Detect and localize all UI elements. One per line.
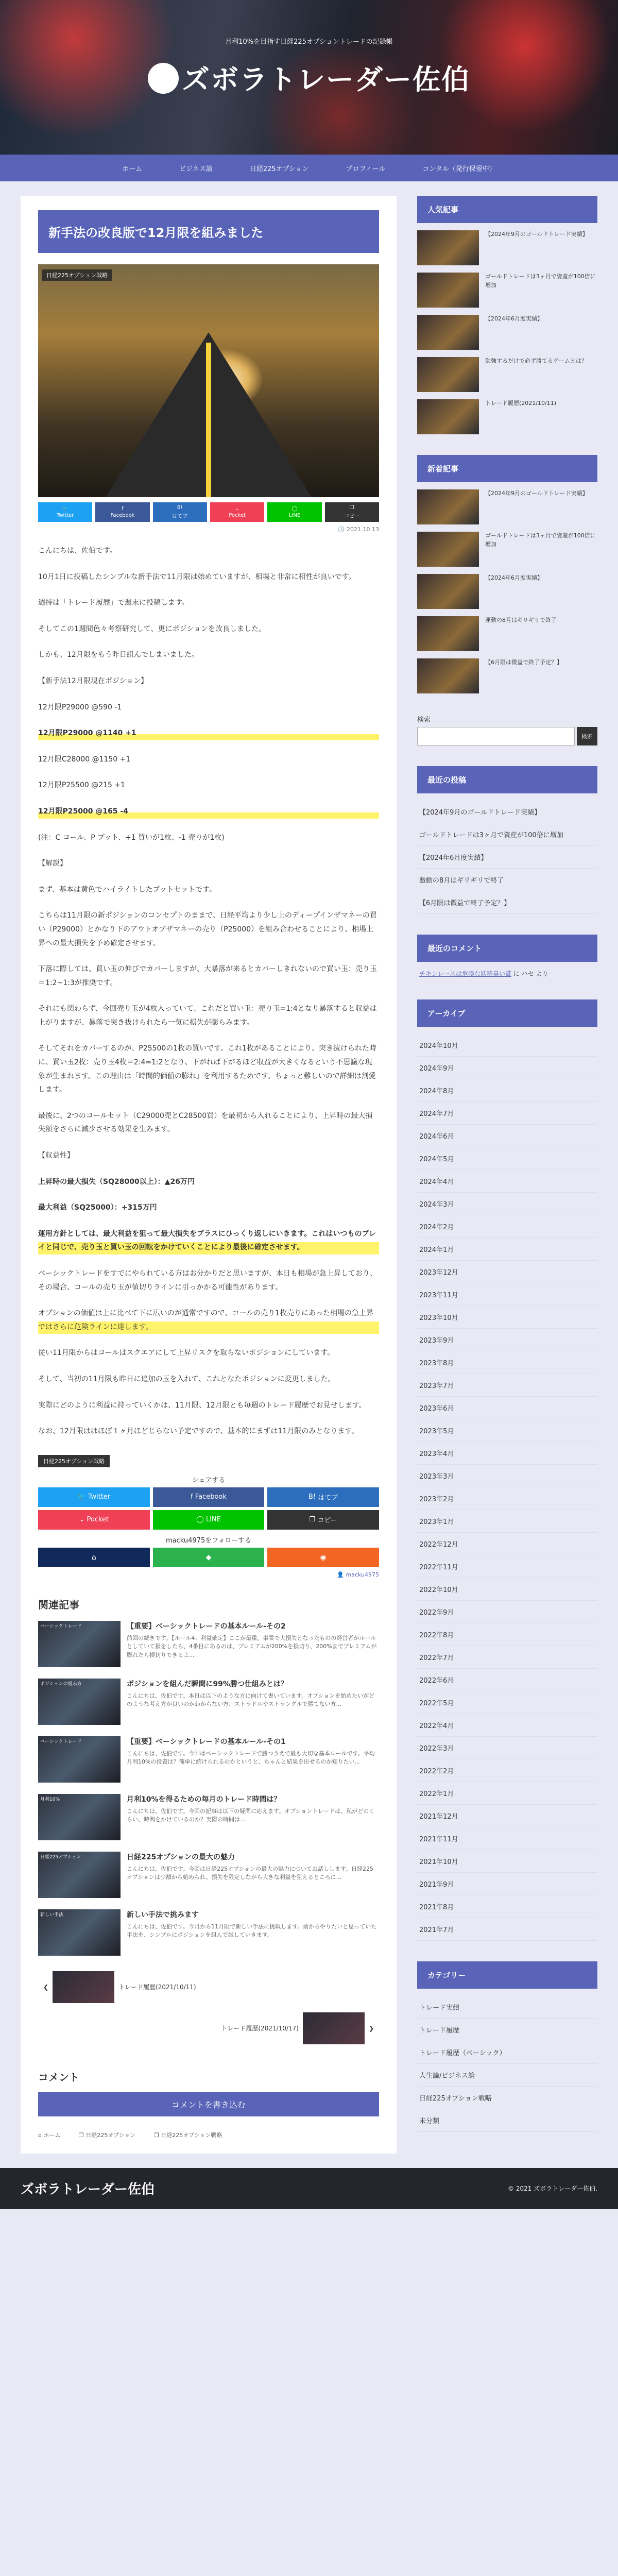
share-label: シェアする	[192, 1476, 226, 1484]
next-post-link[interactable]: トレード履歴(2021/10/17) ❯	[221, 2012, 374, 2044]
related-title-text[interactable]: 新しい手法で挑みます	[127, 1910, 199, 1919]
comments-widget	[417, 935, 597, 979]
popular-title: 【2024年6月度実績】	[485, 315, 543, 322]
body-paragraph: オプションの価値は上に比べて下に広いのが通常ですので、コールの売り1枚売りにあった相場の急上昇ではさらに危険ラインに達します。	[38, 1307, 379, 1334]
popular-thumbnail	[417, 315, 479, 350]
archive-link[interactable]: 2022年8月	[417, 1623, 597, 1646]
archive-link[interactable]: 2023年8月	[417, 1351, 597, 1374]
body-paragraph: 下落に際しては、買い玉の伸びでカバーしますが、大暴落が来るとカバーしきれないので買い玉：売り玉＝1:2~1:3が推奨です。	[38, 965, 377, 987]
new-item[interactable]	[417, 658, 597, 693]
archive-link[interactable]: 2021年9月	[417, 1873, 597, 1895]
copy-icon: ❐	[349, 505, 354, 511]
rss-icon: ◉	[320, 1553, 327, 1562]
related-title-text[interactable]: 日経225オプションの最大の魅力	[127, 1853, 235, 1861]
related-title-text[interactable]: 月利10%を得るための毎月のトレード時間は？	[127, 1795, 281, 1804]
archive-link[interactable]: 2022年10月	[417, 1578, 597, 1601]
archive-link[interactable]: 2022年6月	[417, 1669, 597, 1691]
body-paragraph: 【新手法12月限現在ポジション】	[38, 676, 148, 685]
recent-link[interactable]: 激動の8月はギリギリで終了	[417, 869, 597, 891]
related-text	[127, 1621, 379, 1667]
popular-thumbnail	[417, 273, 479, 308]
related-text	[127, 1736, 379, 1783]
hatena-share-button[interactable]: B! はてブ	[153, 502, 207, 522]
archive-link[interactable]: 2023年10月	[417, 1306, 597, 1329]
body-paragraph: 運用方針としては、最大利益を狙って最大損失をプラスにひっくり返しにいきます。これはいつものプレイと同じで、売り玉と買い玉の回転をかけていくことにより最後に確定させます。	[38, 1227, 379, 1255]
recent-link[interactable]: 【2024年6月度実績】	[417, 846, 597, 869]
category-label[interactable]: 日経225オプション戦略	[42, 269, 112, 281]
recent-widget	[417, 766, 597, 914]
pocket-share-button[interactable]: ⌄ Pocket	[210, 502, 264, 522]
nav-contact[interactable]: コンタル（発行保留中）	[422, 165, 496, 173]
new-title: 【2024年9月のゴールドトレード実績】	[485, 490, 588, 497]
comment-button[interactable]: コメントを書き込む	[38, 2092, 379, 2116]
related-item[interactable]	[38, 1679, 379, 1725]
recent-link[interactable]: 【2024年9月のゴールドトレード実績】	[417, 801, 597, 823]
bull-logo-icon	[148, 63, 179, 94]
archive-link[interactable]: 2022年11月	[417, 1555, 597, 1578]
archive-link[interactable]: 2021年10月	[417, 1850, 597, 1873]
line-share-button[interactable]: ◯ LINE	[267, 502, 321, 522]
archive-link[interactable]: 2021年11月	[417, 1827, 597, 1850]
popular-item[interactable]	[417, 273, 597, 308]
sidebar	[417, 196, 597, 2154]
related-title-text[interactable]: 【重要】ベーシックトレードの基本ルール-その2	[127, 1622, 286, 1631]
new-title: 【2024年6月度実績】	[485, 574, 543, 581]
related-thumbnail	[38, 1852, 121, 1898]
nav-option[interactable]: 日経225オプション	[249, 165, 309, 173]
body-paragraph: 12月限P25000 @165 -4	[38, 805, 379, 819]
archive-link[interactable]: 2024年2月	[417, 1215, 597, 1238]
related-thumbnail	[38, 1909, 121, 1956]
breadcrumb	[38, 2131, 379, 2139]
pocket-icon: ⌄	[235, 506, 239, 512]
popular-title: ゴールドトレードは3ヶ月で資産が100倍に増加	[485, 273, 596, 289]
post-pager	[38, 1971, 379, 2059]
related-list	[38, 1621, 379, 1956]
body-paragraph: そしてそれをカバーするのが、P25500の1枚の買いです。これ1枚があることにより、突き抜けられた時に、買い玉2枚：売り玉4枚＝2:4=1:2となり、下がれば下がるほど収益が大きくなるという不思議な現象が生まれます。この理由は「時間的価値の膨れ」を利用するためです。ちょっと難しいので詳細は割愛します。	[38, 1044, 376, 1094]
share-buttons-top	[38, 502, 379, 522]
search-input[interactable]	[417, 727, 575, 745]
body-paragraph: 12月限P25500 @215 +1	[38, 781, 126, 790]
new-title: ゴールドトレードは3ヶ月で資産が100倍に増加	[485, 532, 596, 548]
twitter-share-button[interactable]: 🐦 Twitter	[38, 502, 92, 522]
related-text	[127, 1909, 379, 1956]
new-title: 運動の8月はギリギリで終了	[485, 617, 557, 623]
new-item[interactable]	[417, 489, 597, 524]
archive-link[interactable]: 2023年9月	[417, 1329, 597, 1351]
related-excerpt: こんにちは、佐伯です。今回の記事は以下の疑問に応えます。オプショントレードは、私がどのくらい、時間をかけているのか？実際の時間は...	[127, 1807, 375, 1823]
hatena-icon: B!	[177, 505, 183, 511]
body-paragraph: 【解説】	[38, 859, 67, 868]
archive-widget	[417, 999, 597, 1941]
body-paragraph: 12月限P29000 @590 -1	[38, 703, 122, 711]
new-item[interactable]	[417, 532, 597, 567]
follow-label: macku4975をフォローする	[166, 1536, 251, 1545]
widget-title-archive: アーカイブ	[417, 999, 597, 1027]
home-follow-button[interactable]	[38, 1548, 150, 1567]
related-thumbnail	[38, 1679, 121, 1725]
related-tag: 月利10%	[40, 1797, 60, 1802]
breadcrumb-home[interactable]: ⌂ ホーム	[38, 2131, 61, 2139]
archive-link[interactable]: 2023年4月	[417, 1442, 597, 1465]
feedly-icon: ◆	[205, 1553, 212, 1562]
footer-logo[interactable]: ズボラトレーダー佐伯	[21, 2182, 155, 2198]
new-thumbnail	[417, 489, 479, 524]
facebook-share-button[interactable]: f Facebook	[153, 1487, 265, 1507]
copy-share-button[interactable]: ❐ コピー	[325, 502, 379, 522]
body-paragraph: 【収益性】	[38, 1151, 74, 1160]
body-paragraph: 最大利益（SQ25000）：+315万円	[38, 1204, 157, 1212]
popular-thumbnail	[417, 357, 479, 392]
related-item[interactable]	[38, 1852, 379, 1898]
global-nav	[0, 155, 618, 181]
prev-post-link[interactable]: ❮ トレード履歴(2021/10/11)	[43, 1971, 196, 2003]
related-thumbnail	[38, 1794, 121, 1840]
site-footer	[0, 2168, 618, 2209]
body-paragraph: 12月限C28000 @1150 +1	[38, 755, 131, 764]
share-buttons-bottom	[38, 1487, 379, 1530]
hatena-share-button[interactable]: B! はてブ	[267, 1487, 379, 1507]
archive-link[interactable]: 2024年8月	[417, 1079, 597, 1102]
related-excerpt: こんにちは、佐伯です。今回はベーシックトレードで勝つうえで最も大切な基本ルールです。平均月利10%の投資は？簡単に続けられるのかというと、ちゃんと結果を出せるのか知りたい...	[127, 1750, 375, 1766]
breadcrumb-subcategory[interactable]: ❐ 日経225オプション戦略	[153, 2131, 222, 2139]
widget-title-popular: 人気記事	[417, 196, 597, 223]
archive-link[interactable]: 2022年2月	[417, 1759, 597, 1782]
author-link[interactable]: 👤 macku4975	[337, 1571, 379, 1578]
related-tag: ベーシックトレード	[40, 1739, 82, 1744]
categories-link[interactable]: 日経225オプション戦略	[417, 2087, 597, 2109]
new-item[interactable]	[417, 574, 597, 609]
post-body	[38, 544, 379, 1438]
body-paragraph: ベーシックトレードをすでにやられている方はお分かりだと思いますが、本日も相場が急上昇しており、その場合、コールの売り玉が値切りラインに引っかかる可能性があります。	[38, 1269, 377, 1292]
popular-thumbnail	[417, 399, 479, 434]
recent-link[interactable]: ゴールドトレードは3ヶ月で資産が100倍に増加	[417, 823, 597, 846]
related-item[interactable]	[38, 1909, 379, 1956]
related-tag: ポジションの組み方	[40, 1681, 82, 1687]
related-tag: 日経225オプション	[40, 1854, 81, 1860]
archive-link[interactable]: 2021年7月	[417, 1918, 597, 1941]
archive-link[interactable]: 2023年7月	[417, 1374, 597, 1397]
body-paragraph: そして、当初の11月限も昨日に追加の玉を入れて、これとなたポジションに変更しました。	[38, 1375, 335, 1383]
body-paragraph: しかも、12月限をもう昨日組んでしまいました。	[38, 651, 199, 659]
body-paragraph: 実際にどのように利益に持っていくかは、11月限、12月限とも毎週のトレード履歴でお見せします。	[38, 1401, 366, 1410]
popular-item[interactable]	[417, 357, 597, 392]
related-excerpt: こんにちは、佐伯です。今月から11月限で新しい手法に挑戦します。前からやりたいと思っていた手法を、シンプルにポジションを組んで試していきます。	[127, 1923, 377, 1939]
body-paragraph: それにも関わらず、今回売り玉が4枚入っていて、これだと買い玉：売り玉=1:4となり暴落すると収益は上がりますが、暴落で突き抜けられたら一気に損失が膨らみます。	[38, 1005, 377, 1027]
body-paragraph: 従い11月限からはコールはスクエアにして上昇リスクを取らないポジションにしています。	[38, 1349, 335, 1358]
widget-title-recent: 最近の投稿	[417, 766, 597, 793]
widget-title-comments: 最近のコメント	[417, 935, 597, 962]
search-button[interactable]: 検索	[577, 727, 597, 745]
related-excerpt: 前回の続きです。【ルール4：利益確定】ここが最重。事業で大損失となったものの経営者がルールとしていて損をしたら、4番目にあるのは、プレミアムが200%を損切り、200%までプレミアムが膨れたら損切りできるよ...	[127, 1634, 377, 1658]
archive-link[interactable]: 2022年3月	[417, 1737, 597, 1759]
related-thumbnail	[38, 1621, 121, 1667]
body-paragraph: こんにちは、佐伯です。	[38, 547, 117, 555]
archive-link[interactable]: 2023年12月	[417, 1261, 597, 1283]
site-logo[interactable]: ズボラトレーダー佐伯	[0, 58, 618, 97]
archive-link[interactable]: 2023年2月	[417, 1487, 597, 1510]
categories-link[interactable]: トレード履歴（ベーシック）	[417, 2041, 597, 2064]
body-paragraph: まず、基本は黄色でハイライトしたプットセットです。	[38, 885, 216, 894]
comment-title: コメント	[38, 2071, 79, 2083]
popular-title: 勉強するだけで必ず勝てるゲームとは？	[485, 358, 587, 364]
related-item[interactable]	[38, 1794, 379, 1840]
copyright: © 2021 ズボラトレーダー佐伯.	[508, 2185, 597, 2193]
line-icon: ◯	[291, 506, 298, 512]
archive-link[interactable]: 2023年5月	[417, 1419, 597, 1442]
header-catchphrase: 月利10%を目指す日経225オプショントレードの記録帳	[225, 38, 393, 46]
popular-item[interactable]	[417, 230, 597, 265]
related-thumbnail	[38, 1736, 121, 1783]
feedly-follow-button[interactable]	[153, 1548, 265, 1567]
new-thumbnail	[417, 616, 479, 651]
archive-link[interactable]: 2022年12月	[417, 1533, 597, 1555]
archive-link[interactable]: 2022年5月	[417, 1691, 597, 1714]
body-paragraph: こちらは11月限の新ポジションのコンセプトのままで、日経平均より少し上のディープインザマネーの買い（P29000）とかなり下のアウトオブザマネーの売り（P25000）を組み合わせることにより、相場上昇への最大損失を予め確定させます。	[38, 911, 377, 947]
line-share-button[interactable]: ◯ LINE	[153, 1510, 265, 1530]
entry-title: 新手法の改良版で12月限を組みました	[38, 210, 379, 253]
archive-link[interactable]: 2024年3月	[417, 1193, 597, 1215]
archive-link[interactable]: 2024年5月	[417, 1147, 597, 1170]
related-excerpt: こんにちは、佐伯です。今回は日経225オプションの最大の魅力についてお話しします。日経225オプションは少額から始められ、損失を限定しながら大きな利益を狙えるところに...	[127, 1865, 374, 1881]
archive-link[interactable]: 2022年9月	[417, 1601, 597, 1623]
popular-item[interactable]	[417, 399, 597, 434]
popular-thumbnail	[417, 230, 479, 265]
twitter-share-button[interactable]: 🐦 Twitter	[38, 1487, 150, 1507]
archive-link[interactable]: 2022年1月	[417, 1782, 597, 1805]
popular-title: 【2024年9月のゴールドトレード実績】	[485, 231, 588, 238]
nav-home[interactable]: ホーム	[122, 165, 143, 173]
related-item[interactable]	[38, 1736, 379, 1783]
archive-link[interactable]: 2021年12月	[417, 1805, 597, 1827]
follow-buttons	[38, 1548, 379, 1567]
related-excerpt: こんにちは、佐伯です。本日は以下のような方に向けて書いています。オプションを始めたいがどのような考え方が良いのかわからない方、ストラドルやストラングルで勝てない方...	[127, 1692, 375, 1708]
chevron-right-icon: ❯	[368, 2024, 374, 2032]
copy-share-button[interactable]: ❐ コピー	[267, 1510, 379, 1530]
categories-link[interactable]: トレード履歴	[417, 2019, 597, 2041]
nav-profile[interactable]: プロフィール	[346, 165, 386, 173]
new-thumbnail	[417, 532, 479, 567]
archive-link[interactable]: 2024年9月	[417, 1057, 597, 1079]
main-content	[21, 196, 397, 2154]
popular-widget	[417, 196, 597, 434]
recent-comment: チキンレースは危険な妖精臭い賞 に ハセ より	[419, 970, 548, 977]
popular-title: トレード履歴(2021/10/11)	[485, 400, 556, 406]
archive-link[interactable]: 2024年10月	[417, 1034, 597, 1057]
categories-link[interactable]: 人生論/ビジネス論	[417, 2064, 597, 2087]
comment-post-link[interactable]: チキンレースは危険な妖精臭い賞	[419, 970, 511, 977]
archive-link[interactable]: 2023年3月	[417, 1465, 597, 1487]
body-paragraph: 12月限P29000 @1140 +1	[38, 726, 379, 740]
related-text	[127, 1794, 379, 1840]
body-paragraph: 上昇時の最大損失（SQ28000以上）：▲26万円	[38, 1177, 195, 1186]
body-paragraph: なお、12月限ははほぼ１ヶ月ほどじらない予定ですので、基本的にまずは11月限のみとなります。	[38, 1427, 359, 1436]
categories-link[interactable]: 未分類	[417, 2109, 597, 2132]
search-widget	[417, 714, 597, 745]
categories-link[interactable]: トレード実績	[417, 1996, 597, 2019]
new-item[interactable]	[417, 616, 597, 651]
body-paragraph: 10月1日に投稿したシンプルな新手法で11月限は始めていますが、相場と非常に相性が良いです。	[38, 572, 356, 581]
facebook-share-button[interactable]: f Facebook	[95, 502, 149, 522]
archive-link[interactable]: 2024年4月	[417, 1170, 597, 1193]
related-item[interactable]	[38, 1621, 379, 1667]
chevron-left-icon: ❮	[43, 1983, 49, 1991]
archive-link[interactable]: 2022年4月	[417, 1714, 597, 1737]
recent-link[interactable]: 【6月限は微益で終了予定？】	[417, 891, 597, 914]
category-widget	[417, 1961, 597, 2132]
facebook-icon: f	[122, 506, 124, 512]
rss-follow-button[interactable]	[267, 1548, 379, 1567]
archive-link[interactable]: 2024年6月	[417, 1125, 597, 1147]
post-date: 🕒 2021.10.13	[337, 526, 379, 533]
archive-link[interactable]: 2023年6月	[417, 1397, 597, 1419]
widget-title-category: カテゴリー	[417, 1961, 597, 1989]
body-paragraph: 最後に、2つのコールセット（C29000売とC28500買）を最初から入れることにより、上昇時の最大損失額をさらに減少させる効果を生みます。	[38, 1111, 373, 1134]
nav-business[interactable]: ビジネス論	[179, 165, 213, 173]
body-paragraph: そしてこの1週間色々考察研究して、更にポジションを改良しました。	[38, 624, 266, 633]
pocket-share-button[interactable]: ⌄ Pocket	[38, 1510, 150, 1530]
search-label: 検索	[417, 716, 431, 724]
related-title-text[interactable]: ポジションを組んだ瞬間に99%勝つ仕組みとは？	[127, 1680, 288, 1688]
new-thumbnail	[417, 574, 479, 609]
new-title: 【6月限は微益で終了予定？】	[485, 659, 562, 666]
related-text	[127, 1852, 379, 1898]
archive-link[interactable]: 2024年7月	[417, 1102, 597, 1125]
home-icon: ⌂	[91, 1553, 96, 1562]
archive-link[interactable]: 2023年11月	[417, 1283, 597, 1306]
archive-link[interactable]: 2024年1月	[417, 1238, 597, 1261]
widget-title-new: 新着記事	[417, 455, 597, 482]
body-paragraph: 週持は「トレード履歴」で週末に投稿します。	[38, 599, 189, 607]
related-title: 関連記事	[38, 1598, 79, 1611]
related-text	[127, 1679, 379, 1725]
new-thumbnail	[417, 658, 479, 693]
related-title-text[interactable]: 【重要】ベーシックトレードの基本ルール-その1	[127, 1737, 286, 1746]
related-tag: ベーシックトレード	[40, 1623, 82, 1629]
related-tag: 新しい手法	[40, 1912, 64, 1918]
archive-link[interactable]: 2023年1月	[417, 1510, 597, 1533]
category-tag[interactable]: 日経225オプション戦略	[38, 1455, 110, 1467]
body-paragraph: (注：C コール、P プット、+1 買いが1枚、-1 売りが1枚)	[38, 833, 225, 842]
archive-link[interactable]: 2021年8月	[417, 1895, 597, 1918]
popular-item[interactable]	[417, 315, 597, 350]
twitter-icon: 🐦	[62, 506, 68, 512]
eyecatch-image	[38, 264, 379, 497]
site-header	[0, 0, 618, 155]
new-widget	[417, 455, 597, 693]
breadcrumb-category[interactable]: ❐ 日経225オプション	[78, 2131, 136, 2139]
archive-link[interactable]: 2022年7月	[417, 1646, 597, 1669]
